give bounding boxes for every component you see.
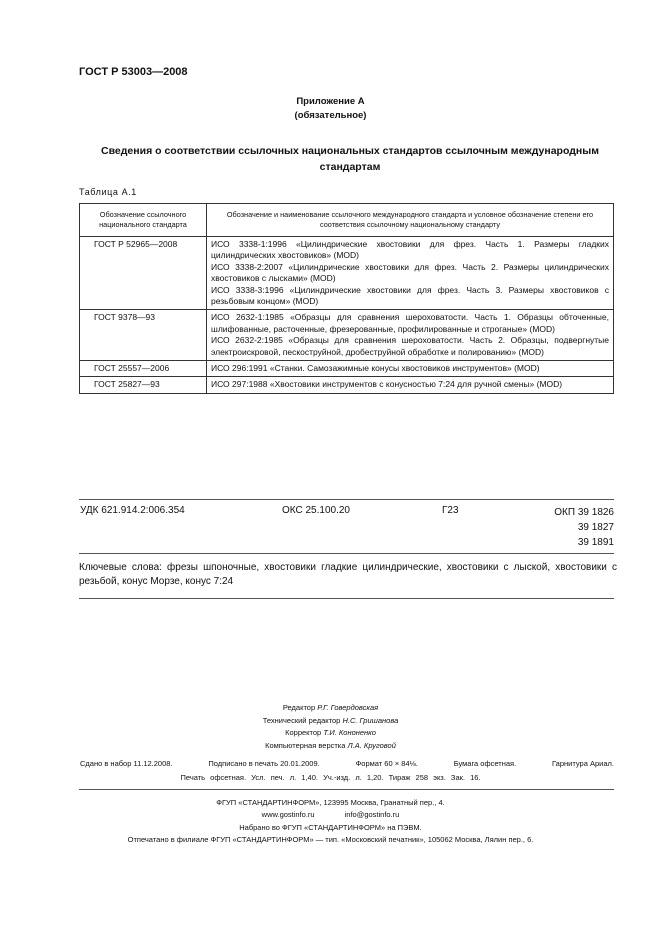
divider (79, 553, 614, 554)
divider (79, 789, 614, 790)
credit-role: Корректор (285, 728, 322, 737)
col-header-international: Обозначение и наименование ссылочного международного стандарта и условное обозначение степени его соответствия ссылочному национальному стандарту (207, 204, 614, 237)
udk-code: УДК 621.914.2:006.354 (80, 505, 185, 516)
okp-codes (470, 505, 614, 550)
reference-entry: ИСО 297:1988 «Хвостовики инструментов с конусностью 7:24 для ручной смены» (MOD) (211, 379, 563, 390)
table-header-row (80, 204, 614, 237)
international-standards (207, 310, 614, 361)
reference-entry: ИСО 3338-2:2007 «Цилиндрические хвостовики для фрез. Часть 2. Размеры цилиндрических хвостовиков с лысками» (MOD) (211, 261, 609, 284)
print-detail: Подписано в печать 20.01.2009. (208, 759, 320, 768)
international-standards (207, 237, 614, 310)
national-standard: ГОСТ 25557—2006 (80, 361, 207, 377)
okp-code: 39 1891 (577, 537, 614, 548)
international-standards (207, 361, 614, 377)
g-code: Г23 (442, 505, 459, 516)
national-standard: ГОСТ Р 52965—2008 (80, 237, 207, 310)
credit-line (0, 740, 661, 753)
credit-name: Л.А. Круговой (347, 740, 396, 750)
col-header-national: Обозначение ссылочного национального стандарта (80, 204, 207, 237)
appendix-title: Приложение А (296, 96, 365, 107)
publisher-email: info@gostinfo.ru (344, 810, 400, 820)
print-detail: Формат 60 × 84⅛. (355, 759, 418, 768)
table-row (80, 310, 614, 361)
table-row (80, 237, 614, 310)
publisher-address: ФГУП «СТАНДАРТИНФОРМ», 123995 Москва, Гранатный пер., 4. (216, 798, 445, 807)
credit-role: Компьютерная верстка (265, 740, 346, 750)
printing-house: Отпечатано в филиале ФГУП «СТАНДАРТИНФОРМ» — тип. «Московский печатник», 105062 Москва, Лялин пер., 6. (127, 835, 534, 845)
table-row (80, 377, 614, 393)
credit-name: Н.С. Гришанова (342, 715, 399, 725)
reference-entry: ИСО 2632-1:1985 «Образцы для сравнения шероховатости. Часть 1. Образцы обточенные, шлифованные, расточенные, фрезерованные, профилированные и строганые» (MOD) (211, 312, 609, 334)
publisher-site: www.gostinfo.ru (261, 810, 315, 820)
divider (79, 499, 614, 500)
publisher-contacts (0, 809, 661, 821)
typesetting-note: Набрано во ФГУП «СТАНДАРТИНФОРМ» на ПЭВМ. (239, 822, 422, 832)
credit-role: Технический редактор (262, 715, 341, 725)
credit-role: Редактор (282, 703, 316, 712)
credit-name: Т.И. Кононенко (323, 728, 376, 737)
national-standard: ГОСТ 25827—93 (80, 377, 207, 393)
credit-line (0, 727, 661, 740)
national-standard: ГОСТ 9378—93 (80, 310, 207, 361)
reference-entry: ИСО 3338-3:1996 «Цилиндрические хвостовики для фрез. Часть 3. Размеры хвостовиков с резьбовым концом» (MOD) (211, 284, 609, 307)
reference-entry: ИСО 3338-1:1996 «Цилиндрические хвостовики для фрез. Часть 1. Размеры гладких цилиндрических хвостовиков» (MOD) (211, 239, 609, 261)
credit-line (0, 715, 661, 728)
international-standards (207, 377, 614, 393)
publisher-block (0, 797, 661, 847)
credit-line (0, 702, 661, 715)
oks-code: ОКС 25.100.20 (282, 505, 350, 516)
print-detail: Сдано в набор 11.12.2008. (80, 759, 173, 768)
reference-entry: ИСО 2632-2:1985 «Образцы для сравнения шероховатости. Часть 2. Образцы, подвергнутые электроискровой, пескоструйной, дробеструйной обработке и полированию» (MOD) (211, 335, 609, 357)
document-code: ГОСТ Р 53003—2008 (79, 66, 188, 78)
credits-block (0, 702, 661, 752)
credit-name: Р.Г. Говердовская (317, 703, 379, 712)
appendix-header (0, 95, 661, 123)
section-heading: Сведения о соответствии ссылочных национальных стандартов ссылочным международным стандартам (101, 145, 599, 173)
keywords: Ключевые слова: фрезы шпоночные, хвостовики гладкие цилиндрические, хвостовики с лыской, хвостовики с резьбой, конус Морзе, конус 7:24 (79, 562, 617, 587)
okp-code: ОКП 39 1826 (554, 507, 614, 518)
printing-details-2: Печать офсетная. Усл. печ. л. 1,40. Уч.-изд. л. 1,20. Тираж 258 экз. Зак. 16. (180, 773, 481, 782)
printing-details (80, 759, 614, 768)
appendix-subtitle: (обязательное) (294, 110, 367, 121)
okp-code: 39 1827 (577, 522, 614, 533)
reference-table (79, 203, 614, 394)
table-row (80, 361, 614, 377)
print-detail: Бумага офсетная. (453, 759, 517, 768)
reference-entry: ИСО 296:1991 «Станки. Самозажимные конусы хвостовиков инструментов» (MOD) (211, 363, 540, 374)
print-detail: Гарнитура Ариал. (552, 759, 614, 768)
divider (79, 598, 614, 599)
table-caption: Таблица А.1 (79, 187, 137, 197)
